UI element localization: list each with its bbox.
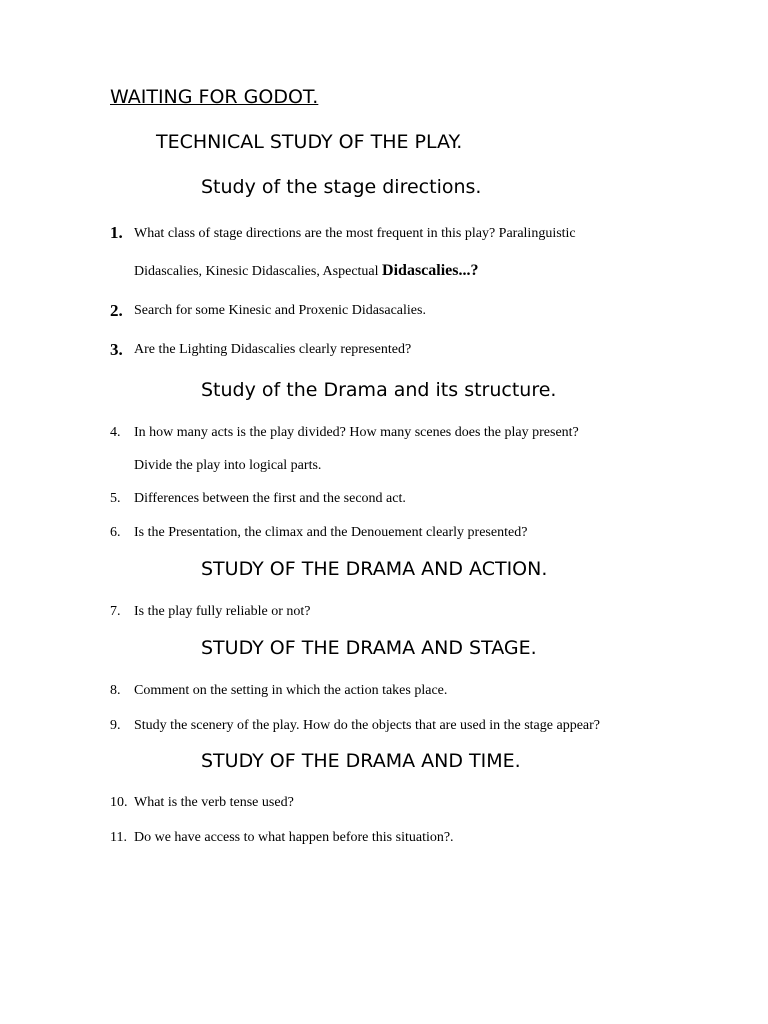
question-number: 1. xyxy=(110,223,123,242)
question-text: Is the Presentation, the climax and the Denouement clearly presented? xyxy=(134,525,528,540)
question-text: What is the verb tense used? xyxy=(134,795,294,810)
question-text-part: Didascalies, Kinesic Didascalies, Aspectual xyxy=(134,264,383,279)
question-number: 11. xyxy=(110,830,127,845)
question-text: Do we have access to what happen before this situation?. xyxy=(134,830,454,845)
question-text-continued: Divide the play into logical parts. xyxy=(134,458,322,473)
section-heading-drama-structure: Study of the Drama and its structure. xyxy=(201,379,557,401)
question-text: Search for some Kinesic and Proxenic Didasacalies. xyxy=(134,303,426,318)
question-text: Are the Lighting Didascalies clearly represented? xyxy=(134,342,412,357)
document-subtitle: TECHNICAL STUDY OF THE PLAY. xyxy=(156,131,463,153)
question-text: Is the play fully reliable or not? xyxy=(134,604,311,619)
document-title: WAITING FOR GODOT. xyxy=(110,86,319,108)
question-number: 9. xyxy=(110,718,121,733)
question-text-emphasis: Didascalies...? xyxy=(382,262,479,279)
section-heading-drama-stage: STUDY OF THE DRAMA AND STAGE. xyxy=(201,637,537,659)
section-heading-drama-time: STUDY OF THE DRAMA AND TIME. xyxy=(201,750,521,772)
section-heading-stage-directions: Study of the stage directions. xyxy=(201,176,482,198)
question-text-continued xyxy=(134,262,479,280)
question-number: 3. xyxy=(110,340,123,359)
question-number: 10. xyxy=(110,795,128,810)
question-text: Study the scenery of the play. How do the objects that are used in the stage appear? xyxy=(134,718,600,733)
question-text: Differences between the first and the second act. xyxy=(134,491,406,506)
question-number: 5. xyxy=(110,491,121,506)
question-number: 2. xyxy=(110,301,123,320)
question-number: 6. xyxy=(110,525,121,540)
section-heading-drama-action: STUDY OF THE DRAMA AND ACTION. xyxy=(201,558,548,580)
question-number: 7. xyxy=(110,604,121,619)
question-number: 8. xyxy=(110,683,121,698)
question-number: 4. xyxy=(110,425,121,440)
question-text: Comment on the setting in which the action takes place. xyxy=(134,683,448,698)
question-text: What class of stage directions are the most frequent in this play? Paralinguistic xyxy=(134,226,576,241)
question-text: In how many acts is the play divided? How many scenes does the play present? xyxy=(134,425,579,440)
